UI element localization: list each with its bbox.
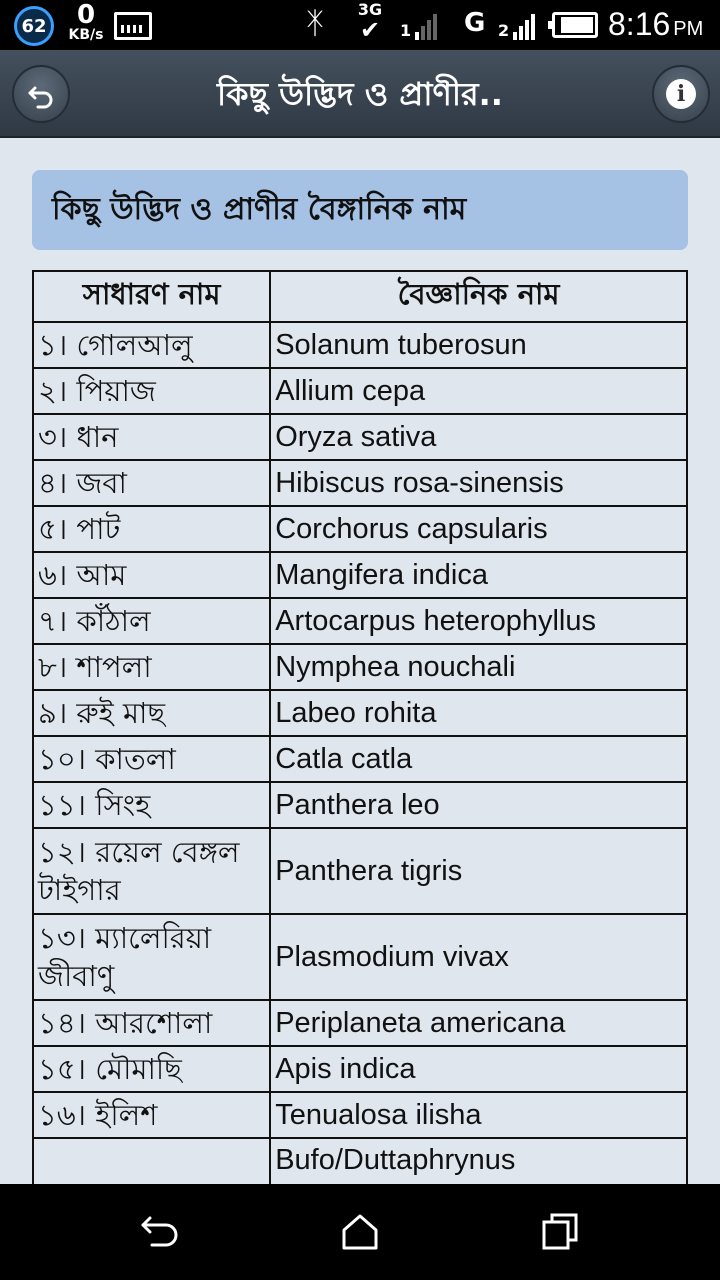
header-scientific-name: বৈজ্ঞানিক নাম [270, 271, 687, 322]
table-row [33, 782, 687, 828]
table-row [33, 828, 687, 914]
table-row [33, 506, 687, 552]
scientific-name: Hibiscus rosa-sinensis [270, 460, 687, 506]
3g-data-icon [352, 2, 388, 42]
table-row [33, 460, 687, 506]
scientific-name: Bufo/Duttaphrynus [270, 1138, 687, 1248]
section-heading: কিছু উদ্ভিদ ও প্রাণীর বৈঙ্গানিক নাম [32, 170, 688, 250]
clock-time: 8:16 [608, 6, 671, 42]
battery-icon [552, 12, 598, 38]
common-name: ৫। পাট [33, 506, 270, 552]
page-title: কিছু উদ্ভিদ ও প্রাণীর.. [217, 75, 503, 113]
scientific-name: Panthera tigris [270, 828, 687, 914]
net-speed-unit: KB/s [68, 27, 104, 43]
nav-back-icon[interactable] [138, 1210, 182, 1254]
scientific-name: Plasmodium vivax [270, 914, 687, 1000]
net-type-label: 3G [357, 0, 383, 19]
scientific-name: Allium cepa [270, 368, 687, 414]
common-name: ১৩। ম্যালেরিয়া জীবাণু [33, 914, 270, 1000]
scientific-name: Solanum tuberosun [270, 322, 687, 368]
common-name: ৯। রুই মাছ [33, 690, 270, 736]
scientific-name: Tenualosa ilisha [270, 1092, 687, 1138]
common-name: ১০। কাতলা [33, 736, 270, 782]
app-bar [0, 50, 720, 138]
names-table [32, 270, 688, 1249]
table-row [33, 644, 687, 690]
scientific-name: Nymphea nouchali [270, 644, 687, 690]
scientific-name: Catla catla [270, 736, 687, 782]
scientific-name: Periplaneta americana [270, 1000, 687, 1046]
table-row [33, 1000, 687, 1046]
image-notification-icon [114, 12, 152, 40]
common-name: ১৪। আরশোলা [33, 1000, 270, 1046]
scientific-name: Labeo rohita [270, 690, 687, 736]
scientific-name: Artocarpus heterophyllus [270, 598, 687, 644]
back-button[interactable] [12, 65, 70, 123]
clock-ampm: PM [673, 18, 704, 40]
common-name: ২। পিয়াজ [33, 368, 270, 414]
table-row [33, 914, 687, 1000]
net-speed-value: 0 [76, 0, 96, 30]
common-name: ১৫। মৌমাছি [33, 1046, 270, 1092]
info-icon: i [666, 79, 696, 109]
common-name: ১। গোলআলু [33, 322, 270, 368]
table-row [33, 1092, 687, 1138]
header-common-name: সাধারণ নাম [33, 271, 270, 322]
table-row [33, 690, 687, 736]
table-row [33, 414, 687, 460]
checkmark-icon: ✔ [359, 16, 381, 44]
common-name: ৭। কাঁঠাল [33, 598, 270, 644]
scientific-name: Oryza sativa [270, 414, 687, 460]
signal-2-icon [498, 12, 535, 40]
signal-1-icon [400, 12, 437, 40]
content-area[interactable] [0, 140, 720, 1184]
signal-1-label: 1 [400, 21, 412, 40]
info-button[interactable] [652, 65, 710, 123]
status-bar [0, 0, 720, 50]
common-name: ১২। রয়েল বেঙ্গল টাইগার [33, 828, 270, 914]
back-arrow-icon [26, 79, 56, 109]
nav-home-icon[interactable] [338, 1210, 382, 1254]
scientific-name: Panthera leo [270, 782, 687, 828]
common-name: ১৬। ইলিশ [33, 1092, 270, 1138]
table-row [33, 598, 687, 644]
common-name: ৮। শাপলা [33, 644, 270, 690]
scientific-name: Apis indica [270, 1046, 687, 1092]
clock [608, 6, 703, 43]
table-row [33, 322, 687, 368]
common-name: ৩। ধান [33, 414, 270, 460]
scientific-name: Corchorus capsularis [270, 506, 687, 552]
table-row [33, 552, 687, 598]
table-header-row [33, 271, 687, 322]
notification-badge: 62 [14, 6, 54, 46]
common-name: ৪। জবা [33, 460, 270, 506]
bluetooth-icon: ᛡ [306, 6, 324, 41]
scientific-name: Mangifera indica [270, 552, 687, 598]
common-name: ৬। আম [33, 552, 270, 598]
table-row [33, 736, 687, 782]
table-row [33, 368, 687, 414]
signal-2-label: 2 [498, 21, 510, 40]
g-network-label: G [464, 8, 486, 38]
net-speed-indicator [62, 2, 110, 42]
nav-recent-apps-icon[interactable] [538, 1210, 582, 1254]
common-name: ১১। সিংহ [33, 782, 270, 828]
navigation-bar [0, 1184, 720, 1280]
table-row [33, 1046, 687, 1092]
